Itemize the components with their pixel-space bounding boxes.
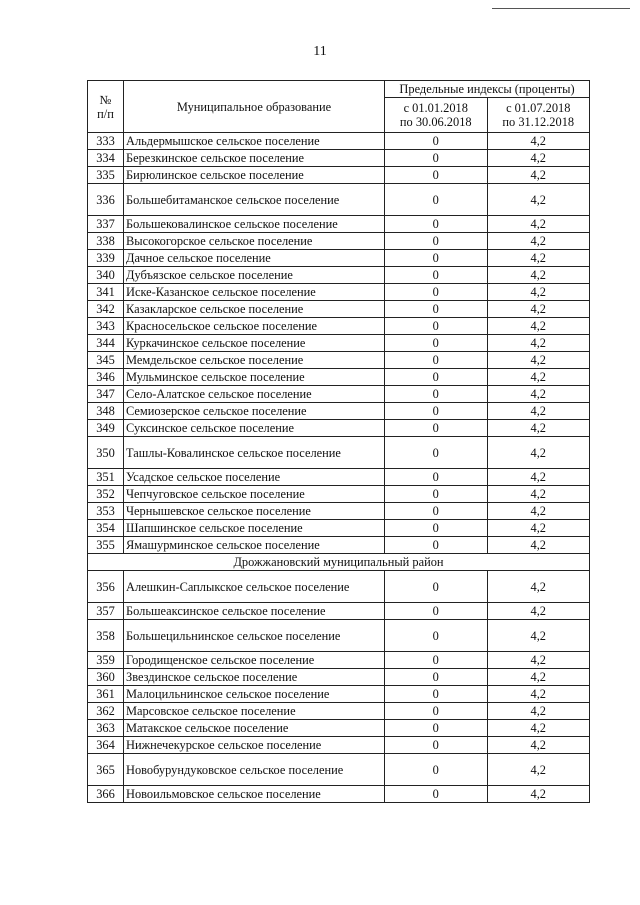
index-period-2: 4,2 — [487, 786, 590, 803]
row-number: 355 — [88, 537, 124, 554]
header-period-2-end: по 31.12.2018 — [502, 115, 575, 129]
row-number: 349 — [88, 420, 124, 437]
table-row — [88, 786, 590, 803]
table-row — [88, 486, 590, 503]
municipality-name: Шапшинское сельское поселение — [124, 520, 385, 537]
index-period-2: 4,2 — [487, 486, 590, 503]
index-period-1: 0 — [385, 335, 488, 352]
municipality-name: Городищенское сельское поселение — [124, 652, 385, 669]
index-period-1: 0 — [385, 133, 488, 150]
header-number-sign: № — [99, 92, 112, 107]
row-number: 350 — [88, 437, 124, 469]
table-row — [88, 318, 590, 335]
index-period-2: 4,2 — [487, 386, 590, 403]
table-row — [88, 571, 590, 603]
table-row — [88, 520, 590, 537]
table-row — [88, 437, 590, 469]
row-number: 354 — [88, 520, 124, 537]
row-number: 336 — [88, 184, 124, 216]
index-period-1: 0 — [385, 786, 488, 803]
index-period-2: 4,2 — [487, 603, 590, 620]
row-number: 364 — [88, 737, 124, 754]
table-row — [88, 537, 590, 554]
table-row — [88, 216, 590, 233]
index-period-1: 0 — [385, 437, 488, 469]
section-title: Дрожжановский муниципальный район — [88, 554, 590, 571]
index-period-1: 0 — [385, 469, 488, 486]
index-period-2: 4,2 — [487, 669, 590, 686]
index-period-1: 0 — [385, 250, 488, 267]
header-period-2-start: с 01.07.2018 — [506, 101, 571, 115]
row-number: 334 — [88, 150, 124, 167]
municipality-name: Большебитаманское сельское поселение — [124, 184, 385, 216]
row-number: 346 — [88, 369, 124, 386]
municipality-name: Альдермышское сельское поселение — [124, 133, 385, 150]
table-body-b — [88, 571, 590, 803]
index-period-2: 4,2 — [487, 233, 590, 250]
corner-rule — [492, 8, 630, 9]
row-number: 362 — [88, 703, 124, 720]
municipality-name: Березкинское сельское поселение — [124, 150, 385, 167]
table-row — [88, 335, 590, 352]
header-period-1 — [385, 98, 488, 133]
index-period-1: 0 — [385, 720, 488, 737]
tariff-index-table — [87, 80, 590, 803]
table-row — [88, 420, 590, 437]
index-period-2: 4,2 — [487, 216, 590, 233]
row-number: 358 — [88, 620, 124, 652]
table-row — [88, 167, 590, 184]
table-row — [88, 352, 590, 369]
row-number: 335 — [88, 167, 124, 184]
row-number: 338 — [88, 233, 124, 250]
row-number: 340 — [88, 267, 124, 284]
table-row — [88, 403, 590, 420]
index-period-1: 0 — [385, 184, 488, 216]
index-period-2: 4,2 — [487, 737, 590, 754]
index-period-2: 4,2 — [487, 754, 590, 786]
municipality-name: Село-Алатское сельское поселение — [124, 386, 385, 403]
section-body — [88, 554, 590, 571]
index-period-2: 4,2 — [487, 620, 590, 652]
index-period-2: 4,2 — [487, 403, 590, 420]
index-period-1: 0 — [385, 652, 488, 669]
row-number: 343 — [88, 318, 124, 335]
header-municipality: Муниципальное образование — [124, 81, 385, 133]
row-number: 353 — [88, 503, 124, 520]
index-period-1: 0 — [385, 284, 488, 301]
table-row — [88, 652, 590, 669]
municipality-name: Новоильмовское сельское поселение — [124, 786, 385, 803]
index-period-1: 0 — [385, 301, 488, 318]
municipality-name: Большековалинское сельское поселение — [124, 216, 385, 233]
header-number-abbr: п/п — [97, 106, 114, 121]
index-period-1: 0 — [385, 318, 488, 335]
page-number: 11 — [313, 44, 327, 59]
municipality-name: Алешкин-Саплыкское сельское поселение — [124, 571, 385, 603]
index-period-1: 0 — [385, 571, 488, 603]
municipality-name: Малоцильнинское сельское поселение — [124, 686, 385, 703]
index-period-2: 4,2 — [487, 571, 590, 603]
index-period-2: 4,2 — [487, 437, 590, 469]
index-period-1: 0 — [385, 369, 488, 386]
table-row — [88, 386, 590, 403]
index-period-1: 0 — [385, 520, 488, 537]
municipality-name: Куркачинское сельское поселение — [124, 335, 385, 352]
municipality-name: Красносельское сельское поселение — [124, 318, 385, 335]
municipality-name: Иске-Казанское сельское поселение — [124, 284, 385, 301]
row-number: 333 — [88, 133, 124, 150]
index-period-1: 0 — [385, 216, 488, 233]
table-row — [88, 369, 590, 386]
table-row — [88, 686, 590, 703]
table-row — [88, 469, 590, 486]
table-row — [88, 503, 590, 520]
municipality-name: Мемдельское сельское поселение — [124, 352, 385, 369]
index-period-2: 4,2 — [487, 250, 590, 267]
table-body-a — [88, 133, 590, 554]
index-period-2: 4,2 — [487, 318, 590, 335]
municipality-name: Бирюлинское сельское поселение — [124, 167, 385, 184]
table-row — [88, 184, 590, 216]
index-period-1: 0 — [385, 737, 488, 754]
index-period-1: 0 — [385, 267, 488, 284]
table-row — [88, 620, 590, 652]
row-number: 337 — [88, 216, 124, 233]
index-period-2: 4,2 — [487, 335, 590, 352]
index-period-1: 0 — [385, 420, 488, 437]
municipality-name: Высокогорское сельское поселение — [124, 233, 385, 250]
index-period-2: 4,2 — [487, 420, 590, 437]
table-row — [88, 603, 590, 620]
municipality-name: Чернышевское сельское поселение — [124, 503, 385, 520]
index-period-1: 0 — [385, 686, 488, 703]
index-period-1: 0 — [385, 167, 488, 184]
table-row — [88, 703, 590, 720]
index-period-2: 4,2 — [487, 167, 590, 184]
index-period-2: 4,2 — [487, 369, 590, 386]
row-number: 356 — [88, 571, 124, 603]
municipality-name: Большецильнинское сельское поселение — [124, 620, 385, 652]
index-period-2: 4,2 — [487, 520, 590, 537]
index-period-1: 0 — [385, 503, 488, 520]
municipality-name: Дубъязское сельское поселение — [124, 267, 385, 284]
header-number-cell — [88, 81, 124, 133]
index-period-2: 4,2 — [487, 469, 590, 486]
table-header — [88, 81, 590, 133]
table-row — [88, 720, 590, 737]
municipality-name: Семиозерское сельское поселение — [124, 403, 385, 420]
row-number: 357 — [88, 603, 124, 620]
table-row — [88, 754, 590, 786]
municipality-name: Большеаксинское сельское поселение — [124, 603, 385, 620]
index-period-2: 4,2 — [487, 720, 590, 737]
municipality-name: Ямашурминское сельское поселение — [124, 537, 385, 554]
row-number: 365 — [88, 754, 124, 786]
row-number: 351 — [88, 469, 124, 486]
row-number: 360 — [88, 669, 124, 686]
municipality-name: Марсовское сельское поселение — [124, 703, 385, 720]
row-number: 342 — [88, 301, 124, 318]
row-number: 361 — [88, 686, 124, 703]
index-period-2: 4,2 — [487, 267, 590, 284]
municipality-name: Мульминское сельское поселение — [124, 369, 385, 386]
row-number: 341 — [88, 284, 124, 301]
index-period-2: 4,2 — [487, 301, 590, 318]
section-row — [88, 554, 590, 571]
table-row — [88, 150, 590, 167]
municipality-name: Дачное сельское поселение — [124, 250, 385, 267]
row-number: 345 — [88, 352, 124, 369]
index-period-2: 4,2 — [487, 184, 590, 216]
municipality-name: Суксинское сельское поселение — [124, 420, 385, 437]
municipality-name: Звездинское сельское поселение — [124, 669, 385, 686]
municipality-name: Матакское сельское поселение — [124, 720, 385, 737]
municipality-name: Нижнечекурское сельское поселение — [124, 737, 385, 754]
row-number: 348 — [88, 403, 124, 420]
header-index-group: Предельные индексы (проценты) — [385, 81, 590, 98]
table-row — [88, 737, 590, 754]
index-period-2: 4,2 — [487, 652, 590, 669]
municipality-name: Чепчуговское сельское поселение — [124, 486, 385, 503]
table-row — [88, 233, 590, 250]
table-row — [88, 301, 590, 318]
header-period-1-start: с 01.01.2018 — [403, 101, 468, 115]
index-period-2: 4,2 — [487, 703, 590, 720]
header-period-2 — [487, 98, 590, 133]
row-number: 344 — [88, 335, 124, 352]
index-period-1: 0 — [385, 603, 488, 620]
index-period-1: 0 — [385, 150, 488, 167]
index-period-2: 4,2 — [487, 133, 590, 150]
row-number: 359 — [88, 652, 124, 669]
index-period-1: 0 — [385, 620, 488, 652]
header-period-1-end: по 30.06.2018 — [399, 115, 472, 129]
municipality-name: Казакларское сельское поселение — [124, 301, 385, 318]
row-number: 339 — [88, 250, 124, 267]
index-period-2: 4,2 — [487, 537, 590, 554]
row-number: 366 — [88, 786, 124, 803]
index-period-1: 0 — [385, 669, 488, 686]
index-period-2: 4,2 — [487, 352, 590, 369]
index-period-1: 0 — [385, 537, 488, 554]
municipality-name: Новобурундуковское сельское поселение — [124, 754, 385, 786]
index-period-2: 4,2 — [487, 284, 590, 301]
index-period-1: 0 — [385, 486, 488, 503]
index-period-1: 0 — [385, 754, 488, 786]
index-period-2: 4,2 — [487, 150, 590, 167]
table-row — [88, 669, 590, 686]
table-row — [88, 250, 590, 267]
index-period-1: 0 — [385, 352, 488, 369]
table-row — [88, 284, 590, 301]
index-period-2: 4,2 — [487, 686, 590, 703]
municipality-name: Усадское сельское поселение — [124, 469, 385, 486]
index-period-1: 0 — [385, 386, 488, 403]
row-number: 363 — [88, 720, 124, 737]
row-number: 347 — [88, 386, 124, 403]
index-period-1: 0 — [385, 703, 488, 720]
index-period-2: 4,2 — [487, 503, 590, 520]
index-period-1: 0 — [385, 403, 488, 420]
row-number: 352 — [88, 486, 124, 503]
municipality-name: Ташлы-Ковалинское сельское поселение — [124, 437, 385, 469]
table-row — [88, 267, 590, 284]
index-period-1: 0 — [385, 233, 488, 250]
table-row — [88, 133, 590, 150]
